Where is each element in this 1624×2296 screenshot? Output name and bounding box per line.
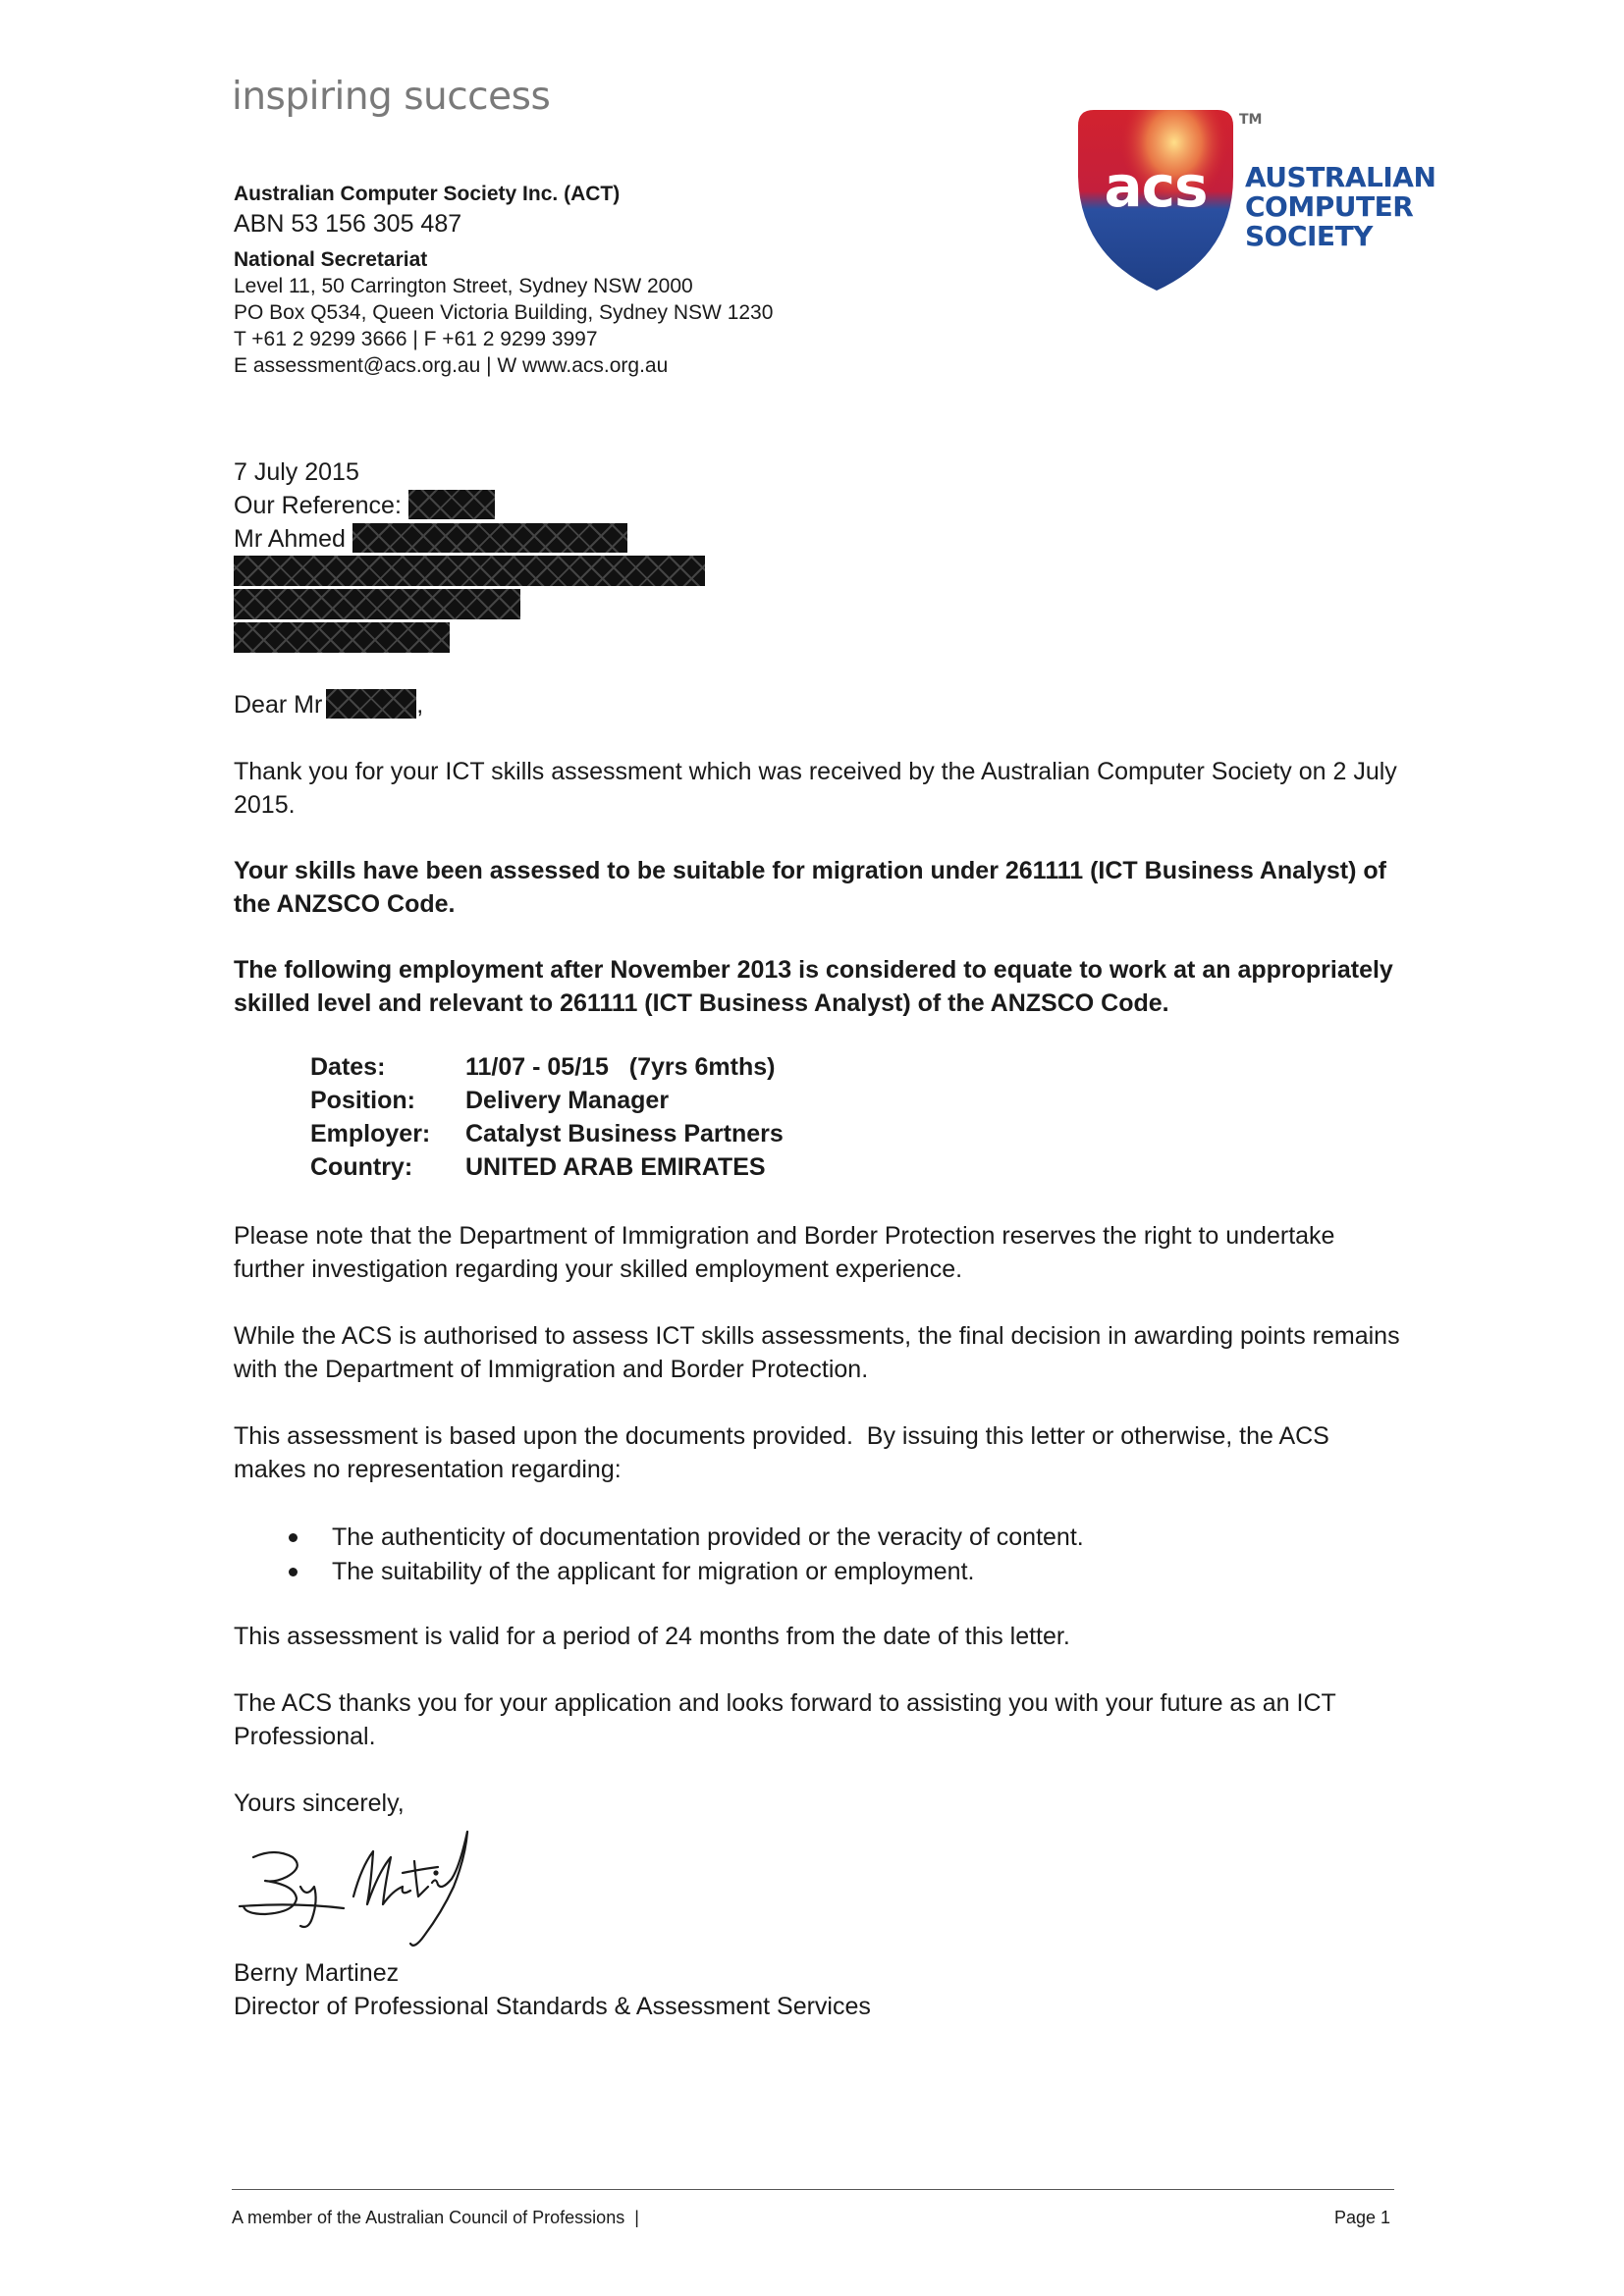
address-line: T +61 2 9299 3666 | F +61 2 9299 3997 <box>234 328 598 350</box>
signature <box>236 1828 520 1955</box>
footer-divider <box>232 2189 1394 2190</box>
recipient-block <box>234 455 705 656</box>
organisation-address <box>234 181 773 379</box>
thanks-paragraph: The ACS thanks you for your application and looks forward to assisting you with your future as an ICT Professional. <box>234 1689 1336 1750</box>
employment-label: Position: <box>310 1087 415 1114</box>
redaction-box <box>234 556 705 586</box>
recipient-name-line <box>234 522 705 556</box>
organisation-name: Australian Computer Society Inc. (ACT) <box>234 183 621 205</box>
points-paragraph: While the ACS is authorised to assess ICT skills assessments, the final decision in awarding points remains with the Department of Immigration and Border Protection. <box>234 1322 1400 1383</box>
address-line: PO Box Q534, Queen Victoria Building, Sydney NSW 1230 <box>234 301 774 324</box>
redaction-box <box>408 490 495 519</box>
assessment-result: Your skills have been assessed to be suitable for migration under 261111 (ICT Business Analyst) of the ANZSCO Code. <box>234 857 1386 918</box>
page-number: Page 1 <box>1334 2208 1391 2227</box>
redaction-box <box>326 689 416 719</box>
secretariat-heading: National Secretariat <box>234 248 428 271</box>
employment-value: Delivery Manager <box>465 1087 670 1114</box>
bullet-icon <box>289 1533 298 1542</box>
employment-row <box>310 1153 784 1187</box>
salutation-suffix: , <box>416 691 424 719</box>
logo-word: COMPUTER <box>1245 190 1414 223</box>
redaction-box <box>234 589 520 619</box>
list-item-text: The suitability of the applicant for migration or employment. <box>332 1558 975 1585</box>
footer-text: A member of the Australian Council of Professions | <box>232 2208 639 2227</box>
address-line: E assessment@acs.org.au | W www.acs.org.au <box>234 354 669 377</box>
abn-number: ABN 53 156 305 487 <box>234 210 462 238</box>
redaction-box <box>352 523 627 553</box>
bullet-icon <box>289 1568 298 1576</box>
employment-value: 11/07 - 05/15 (7yrs 6mths) <box>465 1053 776 1081</box>
employment-details <box>310 1053 784 1187</box>
employment-row <box>310 1087 784 1120</box>
salutation-prefix: Dear Mr <box>234 691 323 719</box>
logo-mark: acs <box>1104 153 1208 220</box>
list-item-text: The authenticity of documentation provided or the veracity of content. <box>332 1523 1084 1551</box>
reference-label: Our Reference: <box>234 492 402 519</box>
employment-label: Employer: <box>310 1120 431 1148</box>
basis-paragraph: This assessment is based upon the documents provided. By issuing this letter or otherwise, the ACS makes no representation regarding: <box>234 1422 1336 1483</box>
letter-date: 7 July 2015 <box>234 458 359 486</box>
acs-logo <box>1070 108 1436 294</box>
employment-row <box>310 1120 784 1153</box>
list-item <box>234 1521 1402 1555</box>
logo-word: SOCIETY <box>1245 220 1373 252</box>
address-line: Level 11, 50 Carrington Street, Sydney NSW 2000 <box>234 275 693 297</box>
redaction-box <box>234 622 450 653</box>
tagline: inspiring success <box>232 75 551 119</box>
representation-list <box>234 1521 1402 1589</box>
signatory-block <box>234 1956 1402 2023</box>
employment-intro: The following employment after November 2013 is considered to equate to work at an appropriately skilled level and relevant to 261111 (ICT Business Analyst) of the ANZSCO Code. <box>234 956 1393 1017</box>
employment-value: UNITED ARAB EMIRATES <box>465 1153 766 1181</box>
intro-paragraph: Thank you for your ICT skills assessment which was received by the Australian Computer Society on 2 July 2015. <box>234 758 1397 819</box>
signatory-title: Director of Professional Standards & Assessment Services <box>234 1993 871 2020</box>
signatory-name: Berny Martinez <box>234 1959 400 1987</box>
salutation <box>234 688 1402 721</box>
list-item <box>234 1555 1402 1589</box>
employment-value: Catalyst Business Partners <box>465 1120 784 1148</box>
reference-line <box>234 489 705 522</box>
note-paragraph: Please note that the Department of Immigration and Border Protection reserves the right to undertake further investigation regarding your skilled employment experience. <box>234 1222 1335 1283</box>
closing: Yours sincerely, <box>234 1789 405 1817</box>
employment-label: Dates: <box>310 1053 386 1081</box>
employment-row <box>310 1053 784 1087</box>
trademark-mark: TM <box>1239 112 1263 128</box>
validity-paragraph: This assessment is valid for a period of 24 months from the date of this letter. <box>234 1623 1070 1650</box>
logo-word: AUSTRALIAN <box>1245 161 1436 193</box>
recipient-name: Mr Ahmed <box>234 525 346 553</box>
employment-label: Country: <box>310 1153 413 1181</box>
